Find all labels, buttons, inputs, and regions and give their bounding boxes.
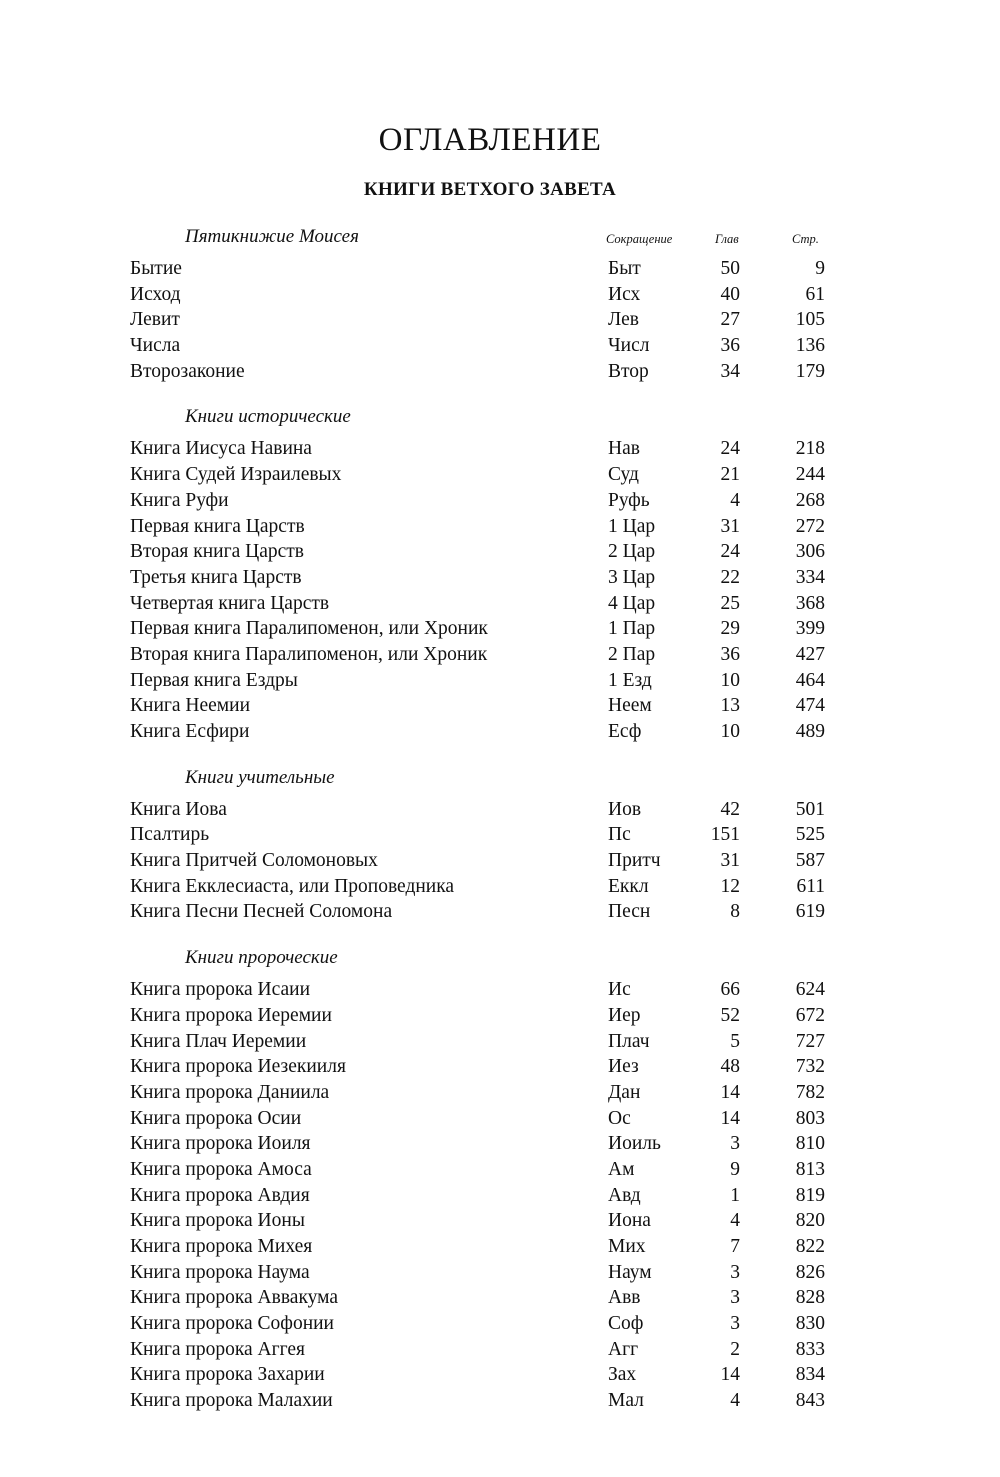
toc-row [130,436,830,462]
book-abbreviation: Еккл [608,875,649,897]
page-number: 587 [795,850,825,872]
book-abbreviation: Иов [608,798,642,820]
toc-row [130,282,830,308]
book-title: Книга пророка Авдия [130,1184,310,1206]
chapter-count: 8 [730,901,740,923]
toc-row [130,514,830,540]
book-title: Книга Неемии [130,695,251,717]
book-title: Бытие [130,258,182,279]
toc-row [130,797,830,823]
toc-row [130,333,830,359]
toc-row [130,1106,830,1132]
book-title: Книга Екклесиаста, или Проповедника [130,875,455,897]
book-title: Первая книга Паралипоменон, или Хроник [130,618,488,640]
book-abbreviation: Песн [608,901,651,923]
book-abbreviation: 4 Цар [608,592,656,614]
chapter-count: 36 [720,335,740,357]
page-number: 611 [796,875,825,897]
toc-row [130,307,830,333]
chapter-count: 14 [720,1364,740,1386]
group-title: Книги исторические [185,406,351,428]
column-header-chapters: Глав [715,232,739,246]
toc-row [130,1208,830,1234]
toc-row [130,693,830,719]
group-header [130,945,830,977]
book-abbreviation: Иона [608,1210,651,1232]
page-number: 427 [795,643,825,665]
chapter-count: 22 [720,566,740,588]
book-title: Книга пророка Даниила [130,1081,330,1103]
group-spacer [130,384,830,404]
page-number: 368 [795,592,825,614]
page-number: 306 [795,541,825,563]
chapter-count: 31 [720,515,740,537]
book-title: Числа [130,335,181,357]
chapter-count: 7 [730,1236,740,1257]
book-abbreviation: 3 Цар [608,566,656,588]
book-title: Книга Иисуса Навина [130,438,312,460]
book-title: Четвертая книга Царств [130,592,330,614]
column-header-page: Стр. [792,232,819,246]
toc-row [130,1157,830,1183]
book-title: Книга пророка Софонии [130,1313,334,1335]
toc-row [130,1080,830,1106]
page-number: 834 [795,1364,825,1386]
book-abbreviation: Плач [608,1030,650,1052]
toc-row [130,1311,830,1337]
page-number: 464 [795,669,825,691]
book-title: Книга Иова [130,798,227,820]
chapter-count: 29 [720,618,740,640]
book-title: Книга пророка Иезекииля [130,1056,346,1078]
page-number: 830 [795,1313,825,1335]
book-title: Книга пророка Захарии [130,1364,325,1386]
book-abbreviation: Авд [608,1184,641,1206]
toc-group [130,765,830,945]
page-number: 833 [795,1338,825,1360]
chapter-count: 9 [730,1158,740,1180]
book-abbreviation: 1 Цар [608,515,656,537]
chapter-count: 36 [720,643,740,665]
toc-row [130,565,830,591]
toc-row [130,899,830,925]
book-title: Книга пророка Аввакума [130,1287,338,1309]
book-abbreviation: Соф [608,1313,644,1335]
chapter-count: 21 [720,464,740,486]
page-number: 489 [795,721,825,742]
book-title: Книга Руфи [130,489,229,511]
chapter-count: 40 [720,283,740,305]
page-number: 782 [795,1081,825,1103]
chapter-count: 13 [720,695,740,717]
page-number: 334 [795,566,825,588]
book-title: Псалтирь [130,824,210,846]
page-number: 624 [795,979,825,1001]
toc-row [130,1260,830,1286]
page-number: 244 [795,464,825,486]
chapter-count: 4 [730,1210,740,1232]
chapter-count: 66 [720,979,740,1001]
toc-row [130,616,830,642]
toc-row [130,668,830,694]
page-number: 732 [795,1056,825,1078]
book-title: Левит [130,309,180,331]
chapter-count: 3 [730,1313,740,1335]
book-abbreviation: Суд [608,464,639,486]
book-abbreviation: Ос [608,1107,631,1129]
page-number: 525 [795,824,825,846]
page-number: 828 [795,1287,825,1309]
book-abbreviation: Мих [608,1236,646,1257]
page-number: 813 [795,1158,825,1180]
table-of-contents [130,224,830,1414]
book-abbreviation: Ам [608,1158,635,1180]
book-title: Книга пророка Амоса [130,1158,312,1180]
book-title: Книга пророка Наума [130,1261,310,1283]
page-number: 474 [795,695,825,717]
chapter-count: 24 [720,438,740,460]
toc-row [130,1183,830,1209]
group-title: Книги учительные [185,766,335,788]
book-abbreviation: Иоиль [608,1133,661,1155]
toc-row [130,1285,830,1311]
book-title: Книга пророка Исаии [130,979,311,1001]
group-title: Пятикнижие Моисея [185,226,359,247]
toc-row [130,1003,830,1029]
page-number: 136 [795,335,825,357]
column-header-abbreviation: Сокращение [606,232,673,246]
chapter-count: 3 [730,1133,740,1155]
page-number: 819 [795,1184,825,1206]
page-number: 272 [795,515,825,537]
chapter-count: 52 [720,1004,740,1026]
book-title: Третья книга Царств [130,566,302,588]
toc-row [130,719,830,745]
book-abbreviation: Притч [608,850,661,872]
chapter-count: 34 [720,360,740,382]
toc-row [130,462,830,488]
book-abbreviation: Числ [608,335,650,357]
book-abbreviation: Нав [608,438,640,460]
page-number: 179 [795,360,825,382]
book-title: Книга пророка Ионы [130,1210,305,1232]
book-abbreviation: Пс [608,824,631,846]
chapter-count: 3 [730,1287,740,1309]
book-abbreviation: Ис [608,979,631,1001]
book-abbreviation: 1 Пар [608,618,656,640]
book-title: Книга Плач Иеремии [130,1030,307,1052]
book-title: Книга пророка Иеремии [130,1004,332,1026]
section-title: КНИГИ ВЕТХОГО ЗАВЕТА [363,178,617,200]
book-abbreviation: Зах [608,1364,637,1386]
book-abbreviation: 1 Езд [608,669,652,691]
group-title: Книги пророческие [185,947,338,969]
group-header [130,765,830,797]
toc-row [130,256,830,282]
book-abbreviation: Есф [608,721,642,742]
book-abbreviation: Дан [608,1081,641,1103]
chapter-count: 50 [720,258,740,279]
chapter-count: 25 [720,592,740,614]
book-title: Книга Есфири [130,721,250,742]
book-title: Вторая книга Паралипоменон, или Хроник [130,643,488,665]
page-number: 822 [795,1236,825,1257]
chapter-count: 1 [730,1184,740,1206]
page-number: 105 [795,309,825,331]
book-abbreviation: Мал [608,1390,644,1412]
toc-row [130,1362,830,1388]
toc-row [130,642,830,668]
book-abbreviation: Неем [608,695,652,717]
book-abbreviation: Лев [608,309,639,331]
chapter-count: 42 [720,798,740,820]
chapter-count: 14 [720,1107,740,1129]
chapter-count: 12 [720,875,740,897]
group-spacer [130,925,830,945]
toc-row [130,1131,830,1157]
chapter-count: 2 [730,1338,740,1360]
page-number: 218 [795,438,825,460]
toc-row [130,1388,830,1414]
chapter-count: 27 [720,309,740,331]
page-number: 810 [795,1133,825,1155]
toc-row [130,977,830,1003]
chapter-count: 4 [730,1390,740,1412]
group-header [130,224,830,256]
book-title: Вторая книга Царств [130,541,305,563]
toc-row [130,874,830,900]
chapter-count: 10 [720,721,740,742]
book-title: Книга Судей Израилевых [130,464,342,486]
book-abbreviation: Наум [608,1261,652,1283]
chapter-count: 24 [720,541,740,563]
chapter-count: 151 [710,824,740,846]
toc-row [130,488,830,514]
page-number: 619 [795,901,825,923]
book-title: Второзаконие [130,360,245,382]
toc-group [130,404,830,764]
book-title: Книга пророка Малахии [130,1390,333,1412]
book-title: Книга пророка Михея [130,1236,313,1257]
book-title: Первая книга Царств [130,515,305,537]
page-number: 820 [795,1210,825,1232]
book-abbreviation: 2 Цар [608,541,656,563]
book-title: Исход [130,283,181,305]
toc-row [130,359,830,385]
book-abbreviation: Иер [608,1004,641,1026]
page-title: ОГЛАВЛЕНИЕ [378,122,602,159]
book-title: Книга пророка Аггея [130,1338,305,1360]
page-number: 843 [795,1390,825,1412]
book-title: Книга пророка Осии [130,1107,302,1129]
group-spacer [130,745,830,765]
toc-row [130,539,830,565]
chapter-count: 4 [730,489,740,511]
book-abbreviation: Быт [608,258,641,279]
book-title: Книга Песни Песней Соломона [130,901,393,923]
toc-row [130,822,830,848]
page-number: 803 [795,1107,825,1129]
chapter-count: 10 [720,669,740,691]
chapter-count: 48 [720,1056,740,1078]
book-abbreviation: Иез [608,1056,639,1078]
page-number: 61 [805,283,825,305]
page-number: 826 [795,1261,825,1283]
book-abbreviation: 2 Пар [608,643,656,665]
page-number: 268 [795,489,825,511]
group-header [130,404,830,436]
page-number: 672 [795,1004,825,1026]
page-number: 501 [795,798,825,820]
book-abbreviation: Втор [608,360,649,382]
book-abbreviation: Руфь [608,489,650,511]
book-abbreviation: Агг [608,1338,639,1360]
chapter-count: 5 [730,1030,740,1052]
chapter-count: 3 [730,1261,740,1283]
chapter-count: 14 [720,1081,740,1103]
book-title: Книга пророка Иоиля [130,1133,311,1155]
toc-row [130,1029,830,1055]
page-number: 9 [815,258,825,279]
page-number: 399 [795,618,825,640]
toc-row [130,591,830,617]
toc-row [130,1234,830,1260]
book-title: Книга Притчей Соломоновых [130,850,378,872]
book-title: Первая книга Ездры [130,669,298,691]
toc-row [130,848,830,874]
chapter-count: 31 [720,850,740,872]
toc-row [130,1054,830,1080]
page-number: 727 [795,1030,825,1052]
toc-group [130,945,830,1414]
book-abbreviation: Исх [608,283,641,305]
toc-group [130,224,830,404]
book-abbreviation: Авв [608,1287,641,1309]
toc-row [130,1337,830,1363]
